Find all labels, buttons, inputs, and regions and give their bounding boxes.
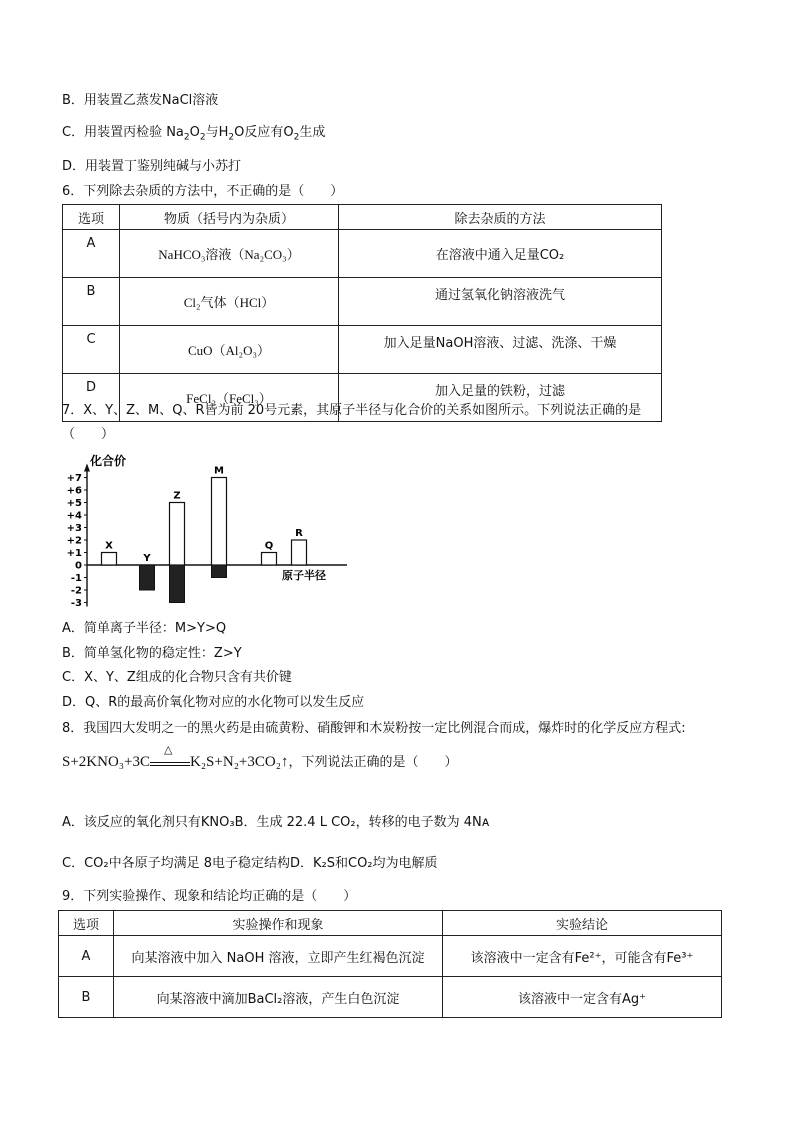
table-row	[63, 278, 662, 326]
equation-right: K₂S+N₂+3CO₂↑	[190, 754, 289, 770]
y-tick-label: +1	[66, 548, 82, 559]
y-tick-label: +3	[66, 523, 82, 534]
chart-title: 化合价	[90, 454, 127, 468]
row-substance: Cl₂气体（HCl）	[120, 278, 339, 326]
valence-radius-chart	[62, 452, 352, 612]
row-operation: 向某溶液中滴加BaCl₂溶液，产生白色沉淀	[114, 977, 443, 1018]
q7-option-b: B．简单氢化物的稳定性：Z>Y	[62, 646, 242, 661]
row-operation: 向某溶液中加入 NaOH 溶液，立即产生红褐色沉淀	[114, 936, 443, 977]
row-option: A	[59, 936, 114, 977]
header-conclusion: 实验结论	[443, 911, 722, 936]
equation-left: S+2KNO₃+3C	[62, 754, 150, 770]
bar-label-Y: Y	[143, 553, 151, 564]
row-conclusion: 该溶液中一定含有Fe²⁺，可能含有Fe³⁺	[443, 936, 722, 977]
table-row	[59, 977, 722, 1018]
y-tick-label: -3	[70, 598, 82, 609]
y-tick-label: +6	[66, 485, 82, 497]
row-option: B	[63, 278, 120, 326]
bar-negative-Z	[170, 565, 185, 603]
q5-option-b: B．用装置乙蒸发NaCl溶液	[62, 93, 219, 108]
row-conclusion: 该溶液中一定含有Ag⁺	[443, 977, 722, 1018]
row-method: 加入足量的铁粉，过滤	[339, 374, 662, 422]
header-option: 选项	[59, 911, 114, 936]
row-substance: CuO（Al₂O₃）	[120, 326, 339, 374]
q8-options-ab: A．该反应的氧化剂只有KNO₃B．生成 22.4 L CO₂，转移的电子数为 4Nᴀ	[62, 815, 490, 830]
table-header-row	[63, 205, 662, 230]
bar-positive-Z	[170, 503, 185, 566]
q7-option-c: C．X、Y、Z组成的化合物只含有共价键	[62, 670, 292, 685]
table-header-row	[59, 911, 722, 936]
q9-table	[58, 910, 722, 1018]
y-tick-label: -1	[70, 573, 82, 584]
header-option: 选项	[63, 205, 120, 230]
q7-option-d: D．Q、R的最高价氧化物对应的水化物可以发生反应	[62, 695, 365, 710]
q7-stem: 7．X、Y、Z、M、Q、R皆为前 20号元素，其原子半径与化合价的关系如图所示。下列说法正确的是	[62, 403, 642, 418]
bar-negative-Y	[140, 565, 155, 590]
row-method: 加入足量NaOH溶液、过滤、洗涤、干燥	[339, 326, 662, 374]
q5-option-c: C．用装置丙检验 $Na_2O_2$与$H_2O$反应有$O_2$生成	[62, 125, 326, 143]
row-option: A	[63, 230, 120, 278]
bar-negative-M	[212, 565, 227, 578]
y-tick-label: -2	[70, 585, 82, 597]
bar-label-X: X	[105, 540, 113, 552]
y-tick-label: +4	[66, 510, 82, 522]
row-substance: FeCl₂（FeCl₃）	[120, 374, 339, 422]
bar-positive-X	[102, 553, 117, 566]
q7-stem-paren: （ ）	[62, 427, 115, 442]
q9-stem: 9．下列实验操作、现象和结论均正确的是（ ）	[62, 889, 357, 904]
y-tick-label: 0	[75, 560, 82, 572]
header-operation: 实验操作和现象	[114, 911, 443, 936]
row-option: B	[59, 977, 114, 1018]
header-substance: 物质（括号内为杂质）	[120, 205, 339, 230]
q8-stem: 8．我国四大发明之一的黑火药是由硫黄粉、硝酸钾和木炭粉按一定比例混合而成，爆炸时的化学反应方程式:	[62, 721, 686, 736]
y-tick-label: +7	[66, 473, 82, 484]
header-method: 除去杂质的方法	[339, 205, 662, 230]
q5-option-d: D．用装置丁鉴别纯碱与小苏打	[62, 159, 242, 174]
table-row	[63, 326, 662, 374]
q7-option-a: A．简单离子半径：M>Y>Q	[62, 621, 227, 636]
q6-stem: 6．下列除去杂质的方法中，不正确的是（ ）	[62, 184, 344, 199]
chart-x-label: 原子半径	[282, 569, 326, 582]
chart-ticks	[67, 473, 87, 609]
row-substance: NaHCO₃溶液（Na₂CO₃）	[120, 230, 339, 278]
bar-label-M: M	[214, 465, 224, 477]
q8-options-cd: C．CO₂中各原子均满足 8电子稳定结构D．K₂S和CO₂均为电解质	[62, 856, 438, 871]
chart-bars	[102, 478, 307, 603]
y-tick-label: +2	[66, 535, 82, 547]
bar-positive-M	[212, 478, 227, 566]
q8-equation	[62, 743, 458, 773]
bar-positive-R	[292, 540, 307, 565]
bar-label-R: R	[295, 528, 303, 539]
equation-tail: ，下列说法正确的是（ ）	[288, 755, 458, 770]
q6-table	[62, 204, 662, 422]
chart-bar-labels	[105, 466, 303, 565]
row-option: D	[63, 374, 120, 422]
bar-label-Q: Q	[264, 540, 274, 552]
row-method: 通过氢氧化钠溶液洗气	[339, 278, 662, 326]
bar-positive-Q	[262, 553, 277, 566]
y-tick-label: +5	[66, 498, 82, 509]
bar-label-Z: Z	[173, 490, 181, 502]
equation-arrow	[150, 743, 190, 773]
row-method: 在溶液中通入足量CO₂	[339, 230, 662, 278]
row-option: C	[63, 326, 120, 374]
table-row	[63, 230, 662, 278]
heat-triangle-icon: △	[164, 743, 173, 756]
table-row	[59, 936, 722, 977]
